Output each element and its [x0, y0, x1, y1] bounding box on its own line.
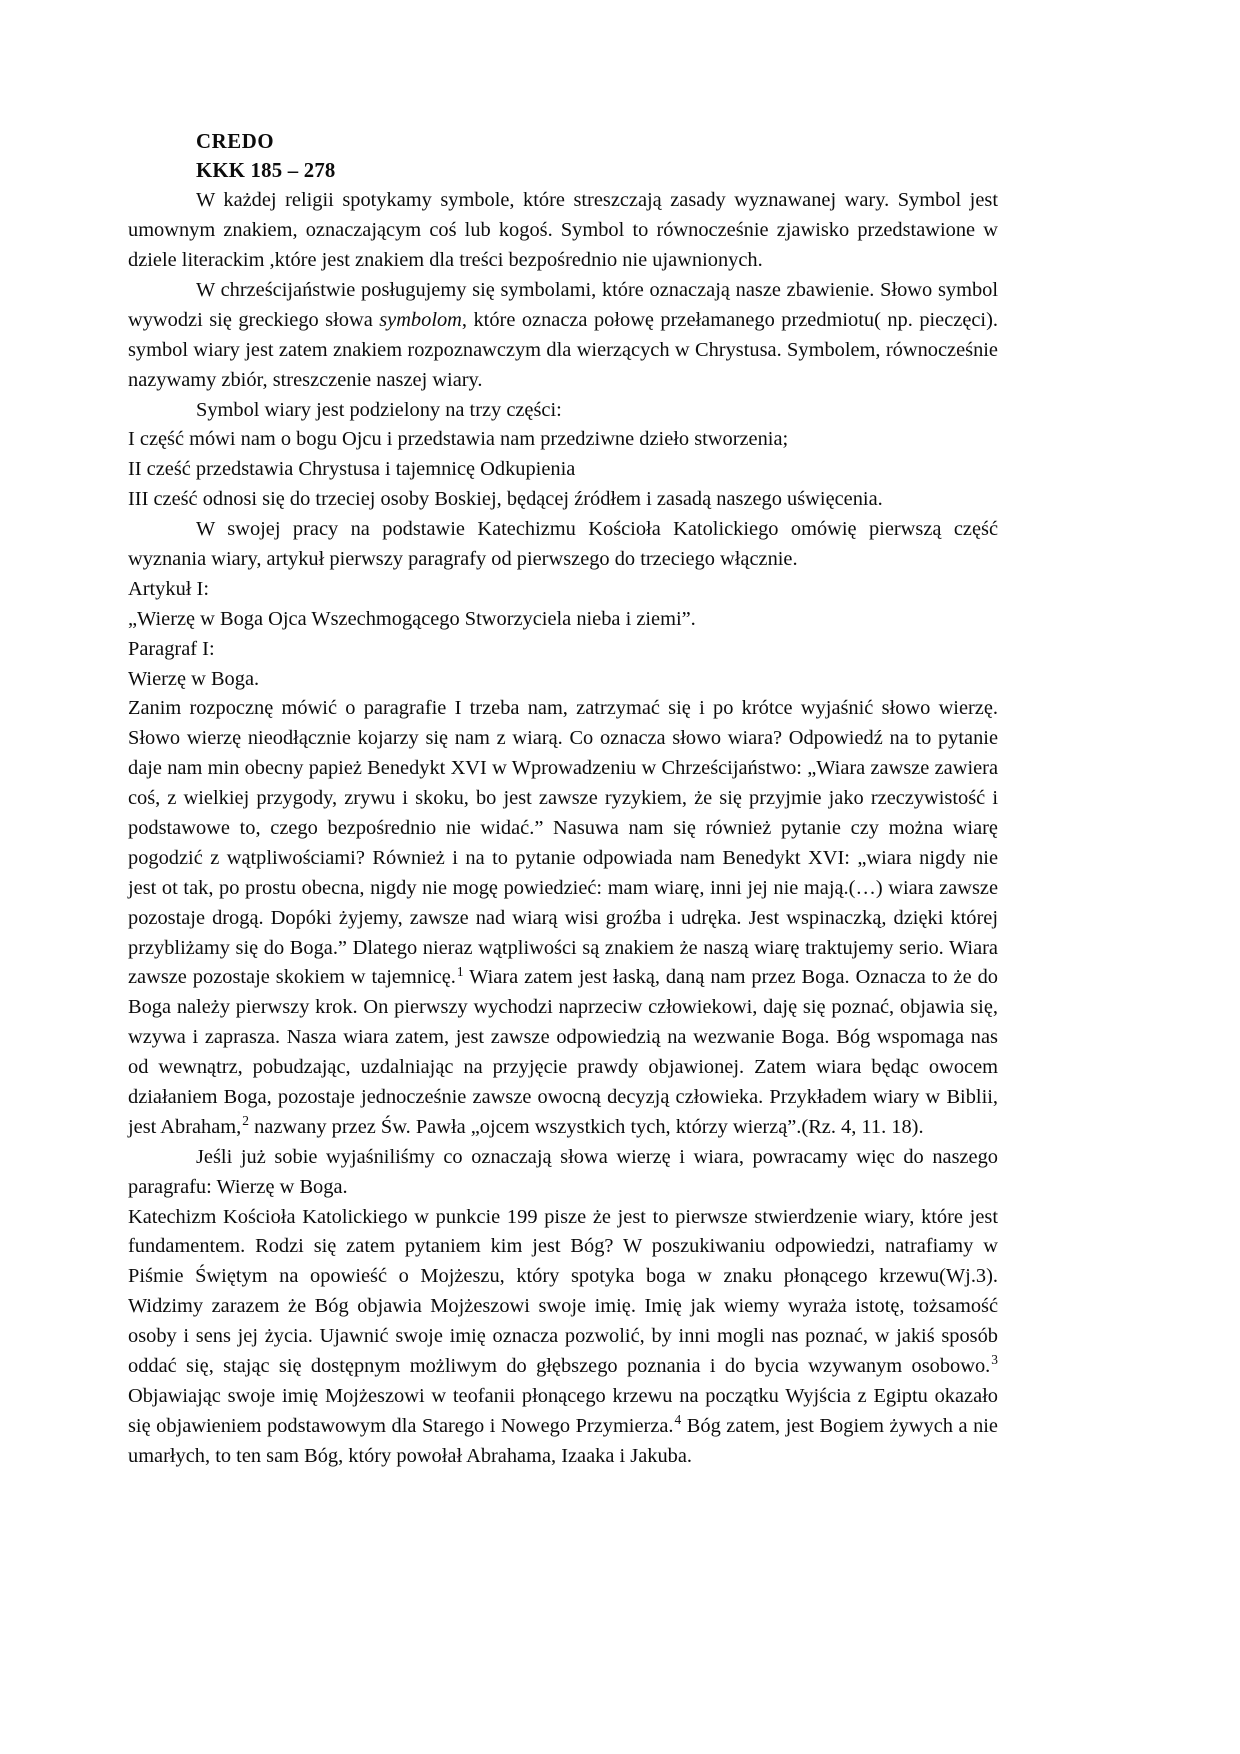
greek-term-symbolom: symbolom	[379, 308, 462, 331]
page-subtitle: KKK 185 – 278	[196, 158, 336, 182]
faith-exposition-part1: Zanim rozpocznę mówić o paragrafie I trzeba nam, zatrzymać się i po krótce wyjaśnić słowo wierzę. Słowo wierzę nieodłącznie kojarzy się nam z wiarą. Co oznacza słowo wiara? Odpowiedź na to pytanie daje nam min obecny papież Benedykt XVI w Wprowadzeniu w Chrześcijaństwo: „Wiara zawsze zawiera coś, z wielkiej przygody, zrywu i skoku, bo jest zawsze ryzykiem, że się przyjmie jako rzeczywistość i podstawowe to, czego bezpośrednio nie widać.” Nasuwa nam się również pytanie czy można wiarę pogodzić z wątpliwościami? Również i na to pytanie odpowiada nam Benedykt XVI: „wiara nigdy nie jest ot tak, po prostu obecna, nigdy nie mogę powiedzieć: mam wiarę, inni jej nie mają.(…) wiara zawsze pozostaje drogą. Dopóki żyjemy, zawsze nad wiarą wisi groźba i udręka. Jest wspinaczką, dzięki której przybliżamy się do Boga.” Dlatego nieraz wątpliwości są znakiem że naszą wiarę traktujemy serio. Wiara zawsze pozostaje skokiem w tajemnicę.	[128, 697, 998, 989]
paragraph-intro: W każdej religii spotykamy symbole, które streszczają zasady wyznawanej wary. Symbol jest umownym znakiem, oznaczającym coś lub kogoś. Symbol to równocześnie zjawisko przedstawione w dziele literackim ,które jest znakiem dla treści bezpośrednio nie ujawnionych.	[128, 189, 998, 272]
page-title: CREDO	[196, 130, 275, 153]
catechism-part3: Bóg zatem, jest Bogiem żywych a nie umarłych, to ten sam Bóg, który powołał Abrahama, Izaaka i Jakuba.	[128, 1414, 998, 1467]
paragraph-faith-exposition	[128, 694, 998, 1142]
paragraph-three-parts-lead: Symbol wiary jest podzielony na trzy części:	[196, 398, 562, 421]
footnote-marker-3: 3	[991, 1352, 998, 1368]
paragraph-scope-of-work: W swojej pracy na podstawie Katechizmu Kościoła Katolickiego omówię pierwszą część wyznania wiary, artykuł pierwszy paragrafy od pierwszego do trzeciego włącznie.	[128, 518, 998, 570]
document-body	[128, 128, 998, 1472]
paragraph-symbol-etymology-part2: , które oznacza połowę przełamanego przedmiotu( np. pieczęci). symbol wiary jest zatem znakiem rozpoznawczym dla wierzących w Chrystusa. Symbolem, równocześnie nazywamy zbiór, streszczenie naszej wiary.	[128, 308, 998, 391]
faith-exposition-part3: nazwany przez Św. Pawła „ojcem wszystkich tych, którzy wierzą”.(Rz. 4, 11. 18).	[249, 1115, 924, 1138]
paragraph-catechism-199	[128, 1203, 998, 1472]
list-item-part-two: II cześć przedstawia Chrystusa i tajemnicę Odkupienia	[128, 458, 576, 481]
footnote-marker-2: 2	[242, 1113, 249, 1129]
article-one-quotation: „Wierzę w Boga Ojca Wszechmogącego Stworzyciela nieba i ziemi”.	[128, 607, 696, 630]
footnote-marker-1: 1	[456, 963, 464, 979]
paragraph-return-to-topic: Jeśli już sobie wyjaśniliśmy co oznaczają słowa wierzę i wiara, powracamy więc do naszego paragrafu: Wierzę w Boga.	[128, 1145, 998, 1198]
faith-exposition-part2: Wiara zatem jest łaską, daną nam przez Boga. Oznacza to że do Boga należy pierwszy krok. On pierwszy wychodzi naprzeciw człowiekowi, daję się poznać, objawia się, wzywa i zaprasza. Nasza wiara zatem, jest zawsze odpowiedzią na wezwanie Boga. Bóg wspomaga nas od wewnątrz, pobudzając, uzdalniając na przyjęcie prawdy objawionej. Zatem wiara będąc owocem działaniem Boga, pozostaje jednocześnie zawsze owocną decyzją człowieka. Przykładem wiary w Biblii, jest Abraham,	[128, 966, 998, 1138]
list-item-part-three: III cześć odnosi się do trzeciej osoby Boskiej, będącej źródłem i zasadą naszego uświęcenia.	[128, 488, 883, 511]
heading-article-one: Artykuł I:	[128, 577, 209, 600]
paragraph-symbol-etymology-part1: W chrześcijaństwie posługujemy się symbolami, które oznaczają nasze zbawienie. Słowo symbol wywodzi się greckiego słowa	[128, 278, 998, 331]
subheading-wierze-w-boga: Wierzę w Boga.	[128, 667, 260, 690]
catechism-part1: Katechizm Kościoła Katolickiego w punkcie 199 pisze że jest to pierwsze stwierdzenie wiary, które jest fundamentem. Rodzi się zatem pytaniem kim jest Bóg? W poszukiwaniu odpowiedzi, natrafiamy w Piśmie Świętym na opowieść o Mojżeszu, który spotyka boga w znaku płonącego krzewu(Wj.3). Widzimy zarazem że Bóg objawia Mojżeszowi swoje imię. Imię jak wiemy wyraża istotę, tożsamość osoby i sens jej życia. Ujawnić swoje imię oznacza pozwolić, by inni mogli nas poznać, w jakiś sposób oddać się, stając się dostępnym możliwym do głębszego poznania i do bycia wzywanym osobowo.	[128, 1205, 998, 1378]
footnote-marker-4: 4	[674, 1412, 682, 1428]
heading-paragraph-one: Paragraf I:	[128, 637, 215, 660]
catechism-part2: Objawiając swoje imię Mojżeszowi w teofanii płonącego krzewu na początku Wyjścia z Egiptu okazało się objawieniem podstawowym dla Starego i Nowego Przymierza.	[128, 1384, 998, 1437]
paragraph-symbol-etymology	[128, 276, 998, 396]
list-item-part-one: I część mówi nam o bogu Ojcu i przedstawia nam przedziwne dzieło stworzenia;	[128, 428, 789, 451]
